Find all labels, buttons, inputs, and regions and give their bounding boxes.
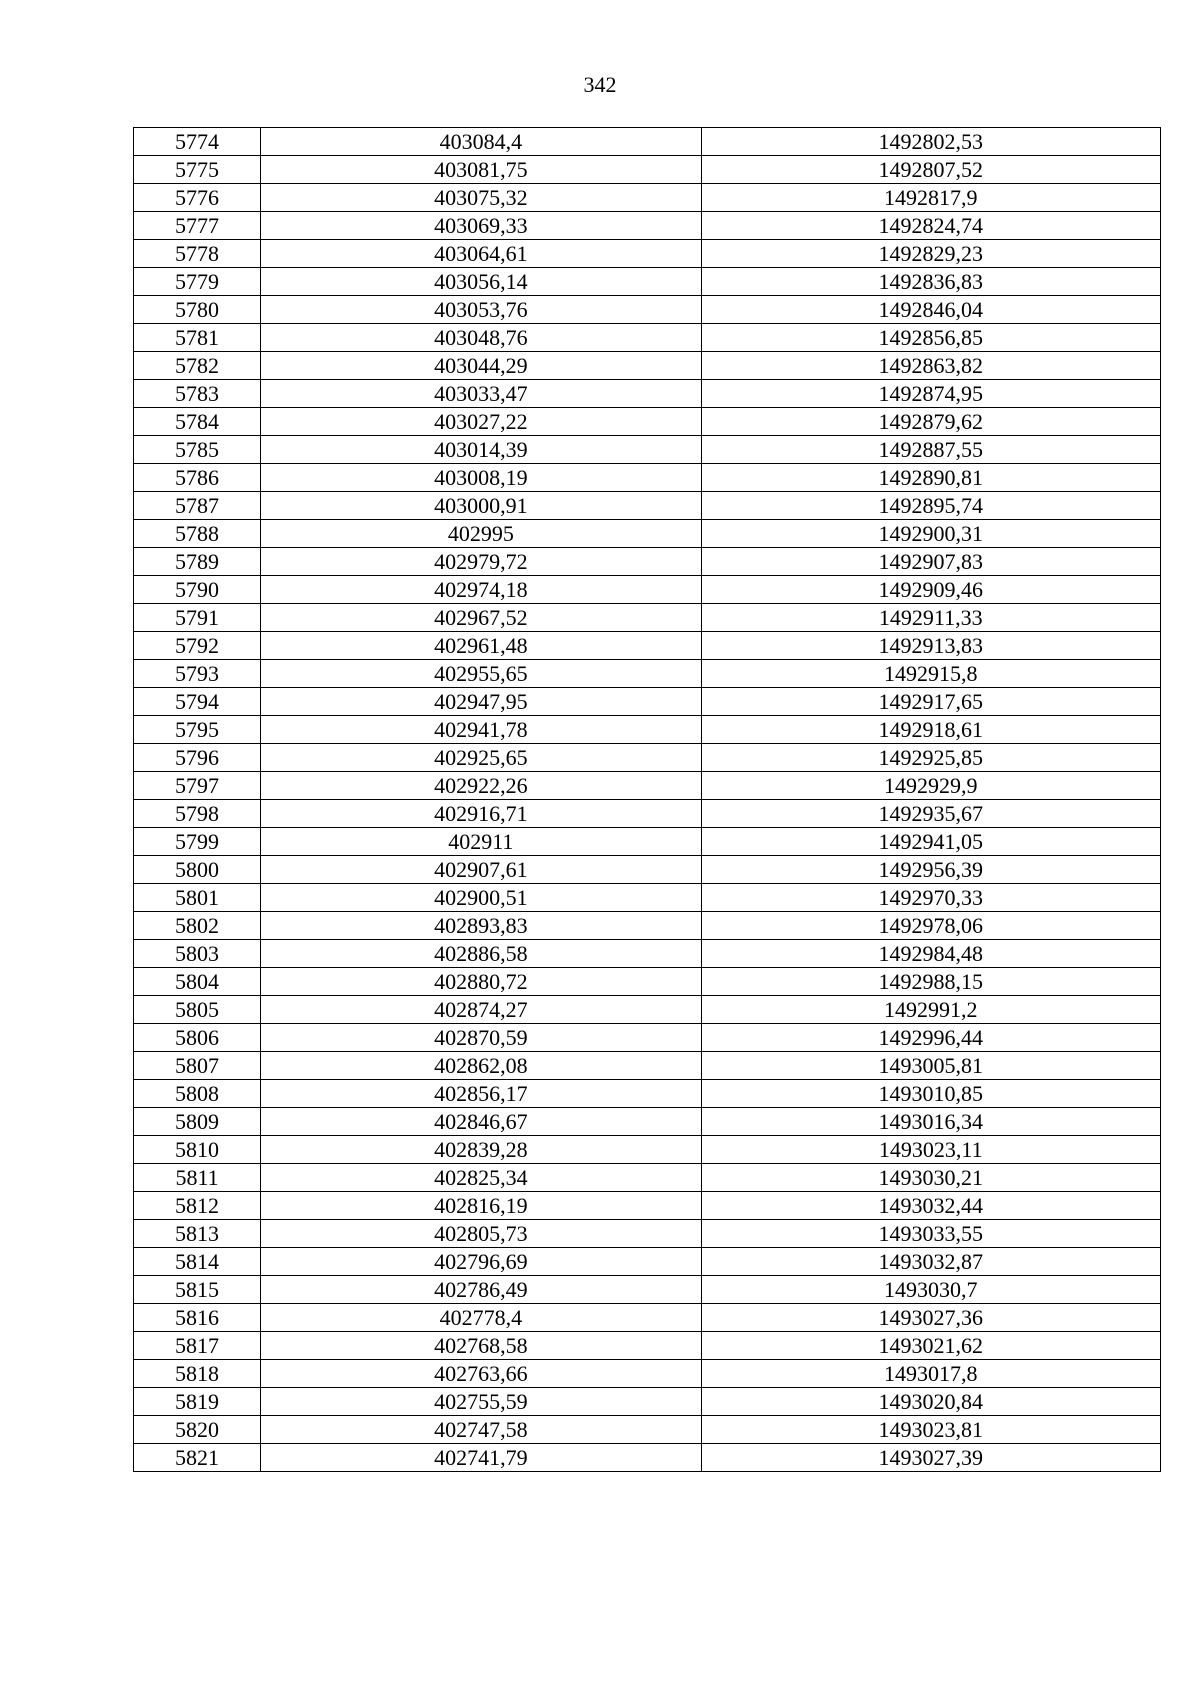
- x-coordinate-cell: 402825,34: [261, 1164, 701, 1192]
- x-coordinate-cell: 402805,73: [261, 1220, 701, 1248]
- x-coordinate-cell: 402874,27: [261, 996, 701, 1024]
- x-coordinate-cell: 402755,59: [261, 1388, 701, 1416]
- point-number-cell: 5782: [134, 352, 261, 380]
- x-coordinate-cell: 402955,65: [261, 660, 701, 688]
- point-number-cell: 5781: [134, 324, 261, 352]
- x-coordinate-cell: 402796,69: [261, 1248, 701, 1276]
- x-coordinate-cell: 403033,47: [261, 380, 701, 408]
- table-row: [134, 576, 1161, 604]
- table-row: [134, 1136, 1161, 1164]
- y-coordinate-cell: 1492856,85: [701, 324, 1160, 352]
- x-coordinate-cell: 403053,76: [261, 296, 701, 324]
- x-coordinate-cell: 402880,72: [261, 968, 701, 996]
- x-coordinate-cell: 403084,4: [261, 128, 701, 156]
- y-coordinate-cell: 1492824,74: [701, 212, 1160, 240]
- x-coordinate-cell: 402911: [261, 828, 701, 856]
- point-number-cell: 5786: [134, 464, 261, 492]
- y-coordinate-cell: 1492956,39: [701, 856, 1160, 884]
- table-row: [134, 380, 1161, 408]
- y-coordinate-cell: 1492935,67: [701, 800, 1160, 828]
- y-coordinate-cell: 1492895,74: [701, 492, 1160, 520]
- y-coordinate-cell: 1492890,81: [701, 464, 1160, 492]
- y-coordinate-cell: 1492817,9: [701, 184, 1160, 212]
- point-number-cell: 5806: [134, 1024, 261, 1052]
- point-number-cell: 5812: [134, 1192, 261, 1220]
- y-coordinate-cell: 1493023,81: [701, 1416, 1160, 1444]
- table-row: [134, 1416, 1161, 1444]
- table-row: [134, 968, 1161, 996]
- y-coordinate-cell: 1492918,61: [701, 716, 1160, 744]
- y-coordinate-cell: 1492887,55: [701, 436, 1160, 464]
- table-row: [134, 212, 1161, 240]
- point-number-cell: 5818: [134, 1360, 261, 1388]
- y-coordinate-cell: 1492917,65: [701, 688, 1160, 716]
- y-coordinate-cell: 1492909,46: [701, 576, 1160, 604]
- point-number-cell: 5774: [134, 128, 261, 156]
- x-coordinate-cell: 402900,51: [261, 884, 701, 912]
- x-coordinate-cell: 402839,28: [261, 1136, 701, 1164]
- y-coordinate-cell: 1493033,55: [701, 1220, 1160, 1248]
- y-coordinate-cell: 1492978,06: [701, 912, 1160, 940]
- x-coordinate-cell: 402947,95: [261, 688, 701, 716]
- x-coordinate-cell: 403056,14: [261, 268, 701, 296]
- table-row: [134, 268, 1161, 296]
- point-number-cell: 5800: [134, 856, 261, 884]
- y-coordinate-cell: 1492874,95: [701, 380, 1160, 408]
- point-number-cell: 5810: [134, 1136, 261, 1164]
- table-row: [134, 1108, 1161, 1136]
- table-row: [134, 604, 1161, 632]
- x-coordinate-cell: 402786,49: [261, 1276, 701, 1304]
- point-number-cell: 5790: [134, 576, 261, 604]
- y-coordinate-cell: 1493030,7: [701, 1276, 1160, 1304]
- y-coordinate-cell: 1493032,44: [701, 1192, 1160, 1220]
- x-coordinate-cell: 402778,4: [261, 1304, 701, 1332]
- y-coordinate-cell: 1492911,33: [701, 604, 1160, 632]
- point-number-cell: 5775: [134, 156, 261, 184]
- point-number-cell: 5793: [134, 660, 261, 688]
- point-number-cell: 5820: [134, 1416, 261, 1444]
- point-number-cell: 5778: [134, 240, 261, 268]
- x-coordinate-cell: 402747,58: [261, 1416, 701, 1444]
- point-number-cell: 5804: [134, 968, 261, 996]
- table-row: [134, 184, 1161, 212]
- y-coordinate-cell: 1492915,8: [701, 660, 1160, 688]
- table-row: [134, 1220, 1161, 1248]
- table-row: [134, 240, 1161, 268]
- table-row: [134, 128, 1161, 156]
- table-row: [134, 548, 1161, 576]
- table-row: [134, 660, 1161, 688]
- table-row: [134, 436, 1161, 464]
- table-row: [134, 1080, 1161, 1108]
- x-coordinate-cell: 402768,58: [261, 1332, 701, 1360]
- y-coordinate-cell: 1492929,9: [701, 772, 1160, 800]
- x-coordinate-cell: 402922,26: [261, 772, 701, 800]
- y-coordinate-cell: 1493027,36: [701, 1304, 1160, 1332]
- table-row: [134, 940, 1161, 968]
- point-number-cell: 5777: [134, 212, 261, 240]
- point-number-cell: 5795: [134, 716, 261, 744]
- point-number-cell: 5821: [134, 1444, 261, 1472]
- y-coordinate-cell: 1493010,85: [701, 1080, 1160, 1108]
- table-row: [134, 324, 1161, 352]
- y-coordinate-cell: 1492970,33: [701, 884, 1160, 912]
- x-coordinate-cell: 402916,71: [261, 800, 701, 828]
- y-coordinate-cell: 1493030,21: [701, 1164, 1160, 1192]
- table-row: [134, 1248, 1161, 1276]
- y-coordinate-cell: 1492984,48: [701, 940, 1160, 968]
- point-number-cell: 5799: [134, 828, 261, 856]
- point-number-cell: 5785: [134, 436, 261, 464]
- point-number-cell: 5791: [134, 604, 261, 632]
- y-coordinate-cell: 1492863,82: [701, 352, 1160, 380]
- y-coordinate-cell: 1492991,2: [701, 996, 1160, 1024]
- table-row: [134, 688, 1161, 716]
- x-coordinate-cell: 402870,59: [261, 1024, 701, 1052]
- y-coordinate-cell: 1493005,81: [701, 1052, 1160, 1080]
- point-number-cell: 5784: [134, 408, 261, 436]
- table-row: [134, 1276, 1161, 1304]
- x-coordinate-cell: 403081,75: [261, 156, 701, 184]
- x-coordinate-cell: 402961,48: [261, 632, 701, 660]
- table-row: [134, 156, 1161, 184]
- table-row: [134, 1444, 1161, 1472]
- y-coordinate-cell: 1492836,83: [701, 268, 1160, 296]
- x-coordinate-cell: 403069,33: [261, 212, 701, 240]
- table-row: [134, 408, 1161, 436]
- x-coordinate-cell: 403075,32: [261, 184, 701, 212]
- table-row: [134, 1164, 1161, 1192]
- point-number-cell: 5796: [134, 744, 261, 772]
- y-coordinate-cell: 1493027,39: [701, 1444, 1160, 1472]
- point-number-cell: 5788: [134, 520, 261, 548]
- y-coordinate-cell: 1493017,8: [701, 1360, 1160, 1388]
- table-row: [134, 1360, 1161, 1388]
- x-coordinate-cell: 402893,83: [261, 912, 701, 940]
- y-coordinate-cell: 1492807,52: [701, 156, 1160, 184]
- table-row: [134, 464, 1161, 492]
- x-coordinate-cell: 403048,76: [261, 324, 701, 352]
- point-number-cell: 5814: [134, 1248, 261, 1276]
- y-coordinate-cell: 1492846,04: [701, 296, 1160, 324]
- point-number-cell: 5787: [134, 492, 261, 520]
- x-coordinate-cell: 402995: [261, 520, 701, 548]
- point-number-cell: 5819: [134, 1388, 261, 1416]
- point-number-cell: 5779: [134, 268, 261, 296]
- x-coordinate-cell: 402974,18: [261, 576, 701, 604]
- x-coordinate-cell: 402763,66: [261, 1360, 701, 1388]
- point-number-cell: 5792: [134, 632, 261, 660]
- x-coordinate-cell: 402925,65: [261, 744, 701, 772]
- point-number-cell: 5798: [134, 800, 261, 828]
- y-coordinate-cell: 1492879,62: [701, 408, 1160, 436]
- coordinates-table-body: [134, 128, 1161, 1472]
- x-coordinate-cell: 402816,19: [261, 1192, 701, 1220]
- table-row: [134, 800, 1161, 828]
- point-number-cell: 5811: [134, 1164, 261, 1192]
- table-row: [134, 520, 1161, 548]
- table-row: [134, 996, 1161, 1024]
- x-coordinate-cell: 402967,52: [261, 604, 701, 632]
- page-number: 342: [583, 72, 617, 97]
- x-coordinate-cell: 403000,91: [261, 492, 701, 520]
- x-coordinate-cell: 402856,17: [261, 1080, 701, 1108]
- table-row: [134, 1024, 1161, 1052]
- coordinates-table: [133, 127, 1161, 1472]
- point-number-cell: 5815: [134, 1276, 261, 1304]
- table-row: [134, 352, 1161, 380]
- y-coordinate-cell: 1492913,83: [701, 632, 1160, 660]
- y-coordinate-cell: 1493020,84: [701, 1388, 1160, 1416]
- point-number-cell: 5803: [134, 940, 261, 968]
- x-coordinate-cell: 402941,78: [261, 716, 701, 744]
- x-coordinate-cell: 402741,79: [261, 1444, 701, 1472]
- table-row: [134, 632, 1161, 660]
- y-coordinate-cell: 1493032,87: [701, 1248, 1160, 1276]
- y-coordinate-cell: 1492900,31: [701, 520, 1160, 548]
- y-coordinate-cell: 1492802,53: [701, 128, 1160, 156]
- x-coordinate-cell: 403044,29: [261, 352, 701, 380]
- table-row: [134, 492, 1161, 520]
- point-number-cell: 5801: [134, 884, 261, 912]
- point-number-cell: 5776: [134, 184, 261, 212]
- y-coordinate-cell: 1492829,23: [701, 240, 1160, 268]
- point-number-cell: 5817: [134, 1332, 261, 1360]
- point-number-cell: 5789: [134, 548, 261, 576]
- table-row: [134, 772, 1161, 800]
- point-number-cell: 5797: [134, 772, 261, 800]
- table-row: [134, 1192, 1161, 1220]
- y-coordinate-cell: 1492996,44: [701, 1024, 1160, 1052]
- x-coordinate-cell: 403027,22: [261, 408, 701, 436]
- table-row: [134, 1304, 1161, 1332]
- point-number-cell: 5807: [134, 1052, 261, 1080]
- y-coordinate-cell: 1492941,05: [701, 828, 1160, 856]
- table-row: [134, 1388, 1161, 1416]
- y-coordinate-cell: 1492925,85: [701, 744, 1160, 772]
- x-coordinate-cell: 402979,72: [261, 548, 701, 576]
- table-row: [134, 912, 1161, 940]
- point-number-cell: 5808: [134, 1080, 261, 1108]
- table-row: [134, 856, 1161, 884]
- table-row: [134, 716, 1161, 744]
- y-coordinate-cell: 1492907,83: [701, 548, 1160, 576]
- point-number-cell: 5805: [134, 996, 261, 1024]
- x-coordinate-cell: 402907,61: [261, 856, 701, 884]
- point-number-cell: 5780: [134, 296, 261, 324]
- table-row: [134, 1332, 1161, 1360]
- y-coordinate-cell: 1493021,62: [701, 1332, 1160, 1360]
- y-coordinate-cell: 1493016,34: [701, 1108, 1160, 1136]
- x-coordinate-cell: 402846,67: [261, 1108, 701, 1136]
- y-coordinate-cell: 1493023,11: [701, 1136, 1160, 1164]
- y-coordinate-cell: 1492988,15: [701, 968, 1160, 996]
- table-row: [134, 1052, 1161, 1080]
- point-number-cell: 5783: [134, 380, 261, 408]
- x-coordinate-cell: 403008,19: [261, 464, 701, 492]
- point-number-cell: 5794: [134, 688, 261, 716]
- point-number-cell: 5809: [134, 1108, 261, 1136]
- table-row: [134, 744, 1161, 772]
- table-row: [134, 296, 1161, 324]
- x-coordinate-cell: 403014,39: [261, 436, 701, 464]
- x-coordinate-cell: 402862,08: [261, 1052, 701, 1080]
- table-row: [134, 828, 1161, 856]
- point-number-cell: 5813: [134, 1220, 261, 1248]
- table-row: [134, 884, 1161, 912]
- point-number-cell: 5802: [134, 912, 261, 940]
- x-coordinate-cell: 403064,61: [261, 240, 701, 268]
- point-number-cell: 5816: [134, 1304, 261, 1332]
- x-coordinate-cell: 402886,58: [261, 940, 701, 968]
